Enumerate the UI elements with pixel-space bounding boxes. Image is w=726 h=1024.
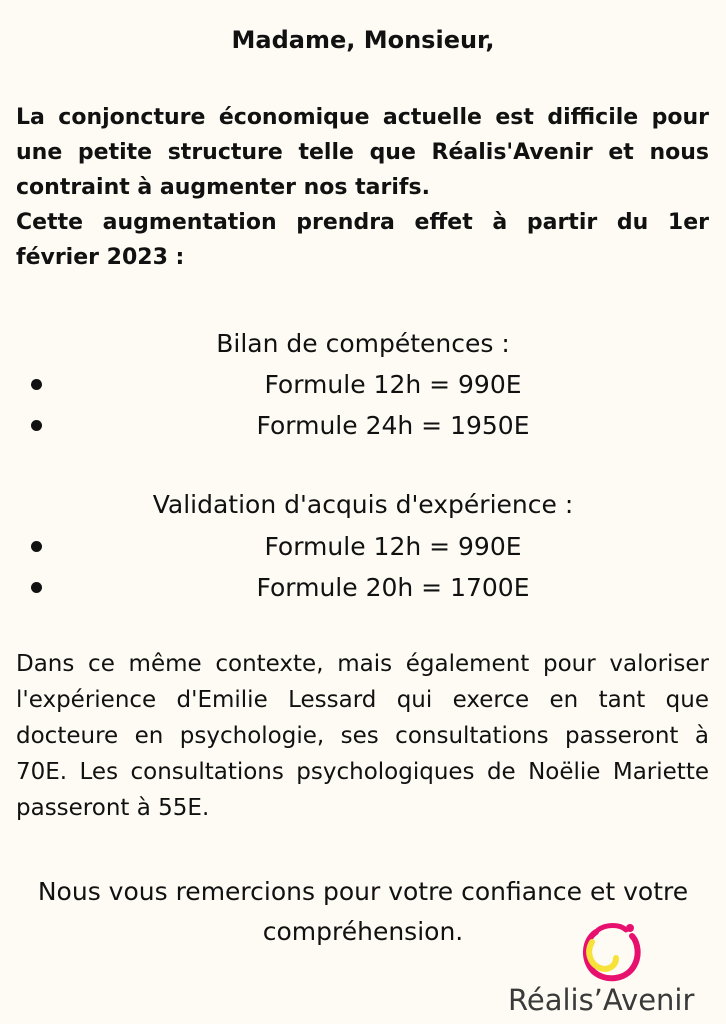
context-paragraph: Dans ce même contexte, mais également pour valoriser l'expérience d'Emilie Lessard qui exerce en tant que docteure en psychologie, ses consultations passeront à 70E. Les consultations psychologiques de Noëlie Mariette passeront à 55E. xyxy=(16,651,709,821)
bilan-item-1: Formule 12h = 990E xyxy=(264,370,522,399)
bilan-title-text: Bilan de compétences : xyxy=(216,329,510,358)
greeting: Madame, Monsieur, xyxy=(231,26,495,54)
logo-wordmark: Réalis’Avenir xyxy=(508,983,695,1017)
intro-paragraphs xyxy=(16,100,709,275)
vae-item-1: Formule 12h = 990E xyxy=(264,532,522,561)
bilan-item-2: Formule 24h = 1950E xyxy=(256,411,530,440)
vae-price-list xyxy=(0,526,726,608)
vae-section-title xyxy=(0,488,726,522)
bullet-icon xyxy=(31,379,42,390)
vae-item-2: Formule 20h = 1700E xyxy=(256,573,530,602)
list-item xyxy=(0,526,726,567)
list-item xyxy=(0,567,726,608)
bullet-icon xyxy=(31,541,42,552)
list-item xyxy=(0,364,726,405)
realis-avenir-logo xyxy=(500,918,720,1022)
bilan-price-list xyxy=(0,364,726,446)
thanks-message: Nous vous remercions pour votre confiance et votre compréhension. xyxy=(37,877,689,946)
vae-title-text: Validation d'acquis d'expérience : xyxy=(152,490,574,519)
bullet-icon xyxy=(31,420,42,431)
intro-paragraph-2: Cette augmentation prendra effet à partir du 1er février 2023 : xyxy=(16,210,709,270)
list-item xyxy=(0,405,726,446)
intro-paragraph-1: La conjoncture économique actuelle est difficile pour une petite structure telle que Réalis'Avenir et nous contraint à augmenter nos tarifs. xyxy=(16,105,709,200)
circle-swirl-logo-icon xyxy=(576,918,646,984)
bilan-section-title xyxy=(0,327,726,361)
bullet-icon xyxy=(31,582,42,593)
